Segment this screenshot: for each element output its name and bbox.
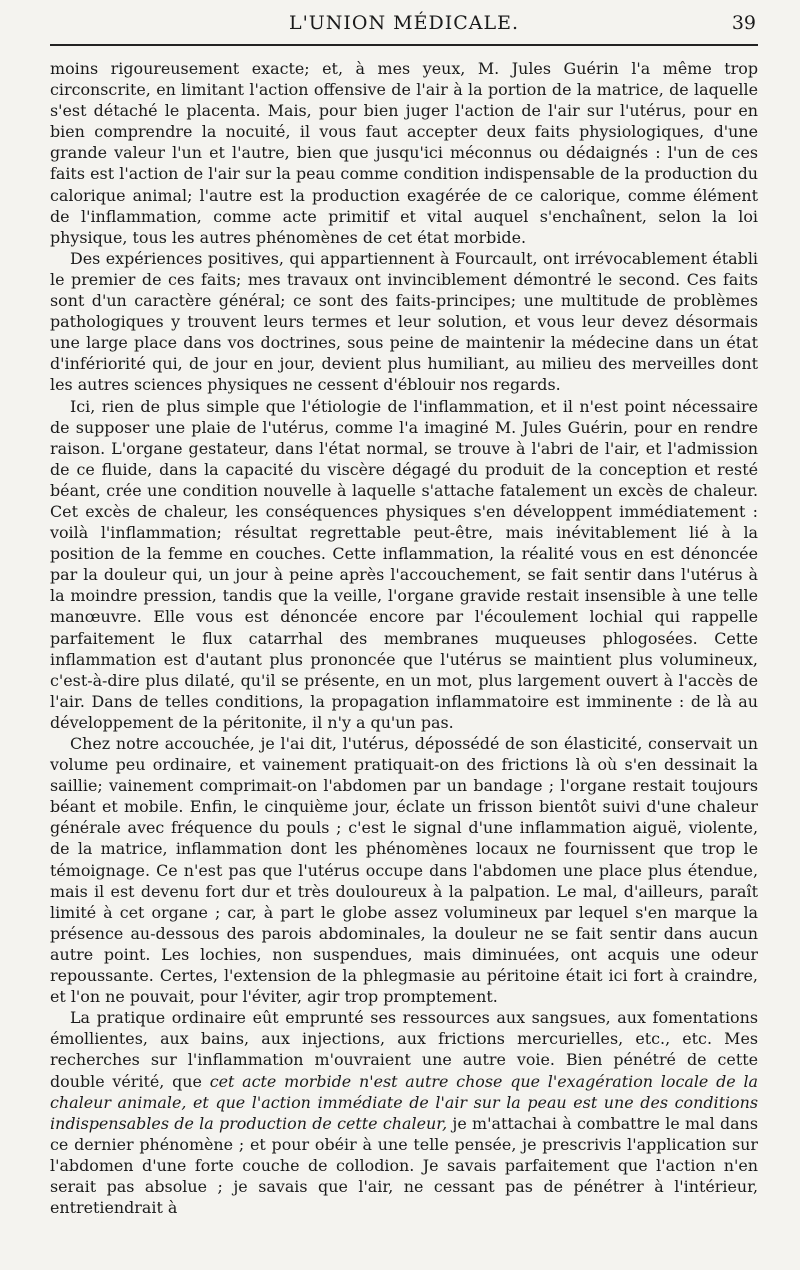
page-header [50,0,758,46]
paragraph-5-italic-text: cet acte morbide n'est autre chose que l'exagération locale de la chaleur animale, et que l'action immédiate de l'air sur la peau est une des conditions indispensables de la production de cette chaleur, [50,1071,758,1133]
paragraph-3: Ici, rien de plus simple que l'étiologie de l'inflammation, et il n'est point nécessaire de supposer une plaie de l'utérus, comme l'a imaginé M. Jules Guérin, pour en rendre raison. L'organe gestateur, dans l'état normal, se trouve à l'abri de l'air, et l'admission de ce fluide, dans la capacité du viscère dégagé du produit de la conception et resté béant, crée une condition nouvelle à laquelle s'attache fatalement un excès de chaleur. Cet excès de chaleur, les conséquences physiques s'en développent immédiatement : voilà l'inflammation; résultat regrettable peut-être, mais inévitablement lié à la position de la femme en couches. Cette inflammation, la réalité vous en est dénoncée par la douleur qui, un jour à peine après l'accouchement, se fait sentir dans l'utérus à la moindre pression, tandis que la veille, l'organe gravide restait insensible à une telle manœuvre. Elle vous est dénoncée encore par l'écoulement lochial qui rappelle parfaitement le flux catarrhal des membranes muqueuses phlogosées. Cette inflammation est d'autant plus prononcée que l'utérus se maintient plus volumineux, c'est-à-dire plus dilaté, qu'il se présente, en un mot, plus largement ouvert à l'accès de l'air. Dans de telles conditions, la propagation inflammatoire est imminente : de là au développement de la péritonite, il n'y a qu'un pas. [50,396,758,732]
paragraph-2: Des expériences positives, qui appartiennent à Fourcault, ont irrévocablement établi le premier de ces faits; mes travaux ont invinciblement démontré le second. Ces faits sont d'un caractère général; ce sont des faits-principes; une multitude de problèmes pathologiques y trouvent leurs termes et leur solution, et vous leur devez désormais une large place dans vos doctrines, sous peine de maintenir la médecine dans un état d'infériorité qui, de jour en jour, devient plus humiliant, au milieu des merveilles dont les autres sciences physiques ne cessent d'éblouir nos regards. [50,248,758,395]
paragraph-5-text-after: je m'attachai à combattre le mal dans ce dernier phénomène ; et pour obéir à une telle pensée, je prescrivis l'application sur l'abdomen d'une forte couche de collodion. Je savais parfaitement que l'action n'en serait pas absolue ; je savais que l'air, ne cessant pas de pénétrer à l'intérieur, entretiendrait à [50,1113,758,1218]
paragraph-4: Chez notre accouchée, je l'ai dit, l'utérus, dépossédé de son élasticité, conservait un volume peu ordinaire, et vainement pratiquait-on des frictions là où s'en dessinait la saillie; vainement comprimait-on l'abdomen par un bandage ; l'organe restait toujours béant et mobile. Enfin, le cinquième jour, éclate un frisson bientôt suivi d'une chaleur générale avec fréquence du pouls ; c'est le signal d'une inflammation aiguë, violente, de la matrice, inflammation dont les phénomènes locaux ne fournissent que trop le témoignage. Ce n'est pas que l'utérus occupe dans l'abdomen une place plus étendue, mais il est devenu fort dur et très douloureux à la palpation. Le mal, d'ailleurs, paraît limité à cet organe ; car, à part le globe assez volumineux par lequel s'en marque la présence au-dessous des parois abdominales, la douleur ne se fait sentir dans aucun autre point. Les lochies, non suspendues, mais diminuées, ont acquis une odeur repoussante. Certes, l'extension de la phlegmasie au péritoine était ici fort à craindre, et l'on ne pouvait, pour l'éviter, agir trop promptement. [50,734,758,1007]
paragraph-5-text-before: La pratique ordinaire eût emprunté ses ressources aux sangsues, aux fomentations émollientes, aux bains, aux injections, aux frictions mercurielles, etc., etc. Mes recherches sur l'inflammation m'ouvraient une autre voie. Bien pénétré de cette double vérité, que [50,1008,758,1091]
paragraph-5 [50,1007,758,1218]
header-rule [50,44,758,46]
page-number: 39 [731,12,756,34]
paragraph-1: moins rigoureusement exacte; et, à mes yeux, M. Jules Guérin l'a même trop circonscrite, en limitant l'action offensive de l'air à la portion de la matrice, de laquelle s'est détaché le placenta. Mais, pour bien juger l'action de l'air sur l'utérus, pour en bien comprendre la nocuité, il vous faut accepter deux faits physiologiques, d'une grande valeur l'un et l'autre, bien que jusqu'ici méconnus ou dédaignés : l'un de ces faits est l'action de l'air sur la peau comme condition indispensable de la production du calorique animal; l'autre est la production exagérée de ce calorique, comme élément de l'inflammation, comme acte primitif et vital auquel s'enchaînent, selon la loi physique, tous les autres phénomènes de cet état morbide. [50,59,758,247]
running-title: L'UNION MÉDICALE. [288,12,520,34]
body-text [50,58,758,1218]
